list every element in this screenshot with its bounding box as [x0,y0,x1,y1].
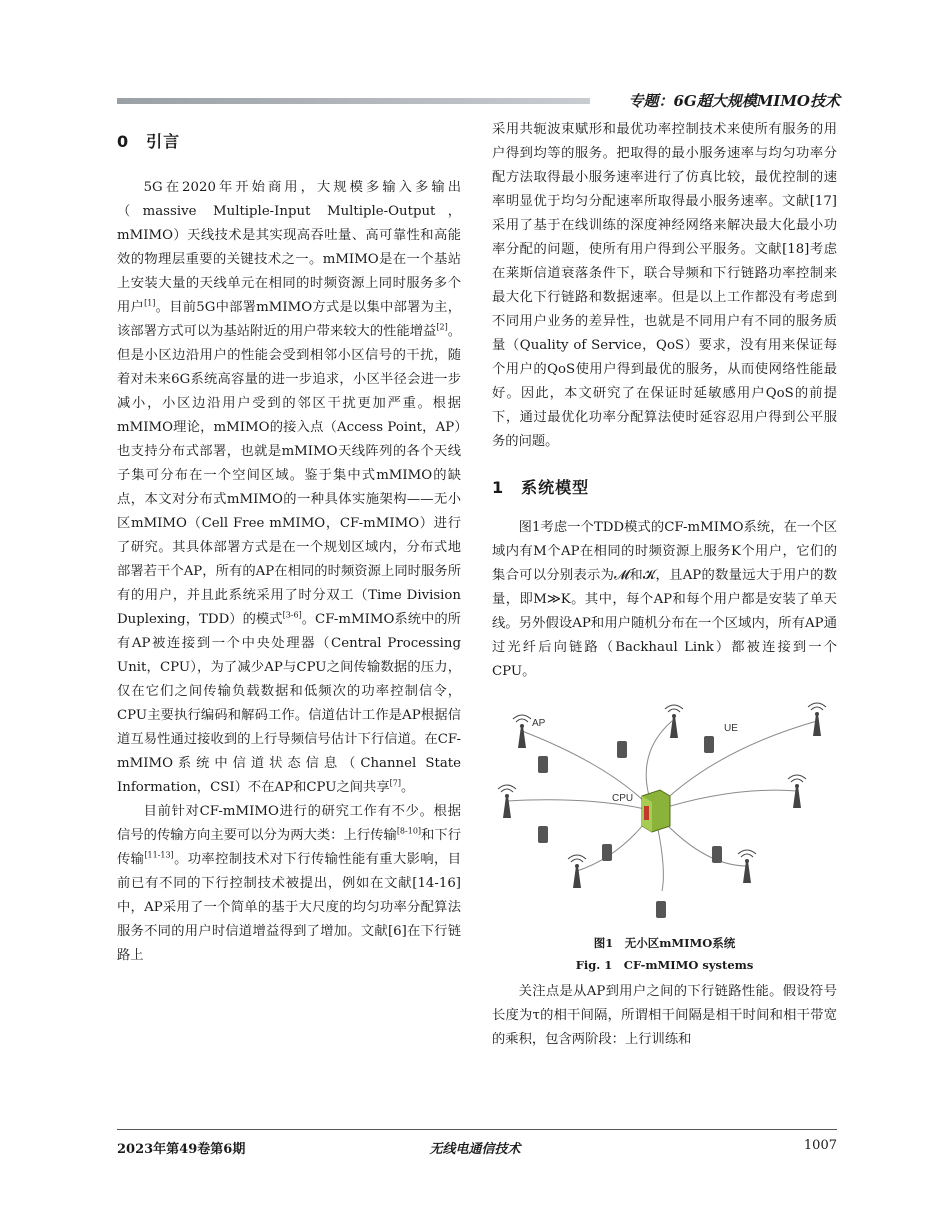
footer-journal-name: 无线电通信技术 [429,1142,521,1157]
figure-1-diagram [492,696,837,926]
figure-caption-en: Fig. 1 CF-mMIMO systems [575,958,754,972]
text-run: 。但是小区边沿用户的性能会受到相邻小区信号的干扰，随着对未来6G系统高容量的进一步追求，小区半径会进一步减小，小区边沿用户受到的邻区干扰更加严重。根据mMIMO理论，mMIMO的接入点（Access Point，AP）也支持分布式部署，也就是mMIMO天线阵列的各个天线子集可分布在一个空间区域。鉴于集中式mMIMO的缺点，本文对分布式mMIMO的一种具体实施架构——无小区mMIMO（Cell Free mMIMO，CF-mMIMO）进行了研究。其具体部署方式是在一个规划区域内，分布式地部署若干个AP，所有的AP在相同的时频资源上同时服务所有的用户，并且此系统采用了时分双工（Time Division Duplexing，TDD）的模式 [117,324,462,627]
phone-icon [617,741,627,758]
text-run: 目前针对CF-mMIMO进行的研究工作有不少。根据信号的传输方向主要可以分为两大类：上行传输 [117,804,461,843]
citation: [8-10] [396,826,422,836]
antenna-icon [808,703,826,736]
text-run: 和下行传输 [117,828,462,867]
text-run: 。 [401,780,415,795]
section-heading-introduction: 0 引言 [117,132,181,151]
user-devices [538,736,722,918]
link-line [654,790,797,811]
running-header-title: 专题：6G超大规模MIMO技术 [628,92,840,110]
section-heading-system-model: 1 系统模型 [492,478,590,497]
phone-icon [538,826,548,843]
antenna-icon [568,855,586,888]
left-column [117,130,461,968]
text-run: 。目前5G中部署mMIMO方式是以集中部署为主，该部署方式可以为基站附近的用户带来较大的性能增益 [117,300,462,339]
paragraph-downlink: 关注点是从AP到用户之间的下行链路性能。假设符号长度为τ的相干间隔，所谓相干间隔是相干时间和相干带宽的乘积，包含两阶段：上行训练和 [492,984,837,1047]
paragraph-intro-1 [117,176,461,800]
phone-icon [712,846,722,863]
right-column [492,118,837,1052]
phone-icon [602,844,612,861]
footer-rule [117,1129,837,1130]
text-run: 5G在2020年开始商用，大规模多输入多输出（massive Multiple-Input Multiple-Output，mMIMO）天线技术是其实现高吞吐量、高可靠性和高能效的物理层重要的关键技术之一。mMIMO是在一个基站上安装大量的天线单元在相同的时频资源上同时服务多个用户 [117,180,461,315]
text-run: 。功率控制技术对下行传输性能有重大影响，目前已有不同的下行控制技术被提出，例如在文献[14-16]中，AP采用了一个简单的基于大尺度的均匀功率分配算法服务不同的用户时信道增益得到了增加。文献[6]在下行链路上 [117,852,462,963]
header-rule [117,98,590,104]
paragraph-intro-2 [117,800,461,968]
paragraph-system-model: 图1考虑一个TDD模式的CF-mMIMO系统，在一个区域内有M个AP在相同的时频资源上服务K个用户，它们的集合可以分别表示为𝓜和𝓚，且AP的数量远大于用户的数量，即M≫K。其中，每个AP和每个用户都是安装了单天线。另外假设AP和用户随机分布在一个区域内，所有AP通过光纤后向链路（Backhaul Link）都被连接到一个CPU。 [492,520,837,679]
citation: [2] [436,322,448,332]
network-diagram [492,696,837,926]
page-number: 1007 [803,1138,837,1153]
paragraph-intro-3: 采用共轭波束赋形和最优功率控制技术来使所有服务的用户得到均等的服务。把取得的最小服务速率与均匀功率分配方法取得最小服务速率进行了仿真比较，最优控制的速率明显优于均匀分配速率所取得最小服务速率。文献[17]采用了基于在线训练的深度神经网络来解决最大化最小功率分配的问题，使所有用户得到公平服务。文献[18]考虑在莱斯信道衰落条件下，联合导频和下行链路功率控制来最大化下行链路和数据速率。但是以上工作都没有考虑到不同用户业务的差异性，也就是不同用户有不同的服务质量（Quality of Service，QoS）要求，没有用来保证每个用户的QoS使用户得到最优的服务，从而使网络性能最好。因此，本文研究了在保证时延敏感用户QoS的前提下，通过最优化功率分配算法使时延容忍用户得到公平服务的问题。 [492,122,837,449]
citation: [1] [144,298,156,308]
antenna-icon [665,705,683,738]
phone-icon [656,901,666,918]
antenna-icon [738,850,756,883]
label-cpu: CPU [612,793,634,804]
antenna-icon [513,715,531,748]
citation: [11-13] [144,850,174,860]
link-line [654,721,817,811]
figure-caption-cn: 图1 无小区mMIMO系统 [593,936,736,950]
citation: [3-6] [282,610,302,620]
text-run: 。CF-mMIMO系统中的所有AP被连接到一个中央处理器（Central Processing Unit，CPU），为了减少AP与CPU之间传输数据的压力，仅在它们之间传输负载数据和低频次的功率控制信令，CPU主要执行编码和解码工作。信道估计工作是AP根据信道互易性通过接收到的上行导频信号估计下行信道。在CF-mMIMO系统中信道状态信息（Channel State Information，CSI）不在AP和CPU之间共享 [117,612,461,795]
label-ue: UE [724,723,738,734]
antenna-icon [498,785,516,818]
phone-icon [704,736,714,753]
antenna-icon [788,775,806,808]
footer-issue: 2023年第49卷第6期 [117,1142,246,1157]
label-ap: AP [532,718,546,729]
phone-icon [538,756,548,773]
cpu-server-icon [642,790,670,832]
citation: [7] [389,778,401,788]
